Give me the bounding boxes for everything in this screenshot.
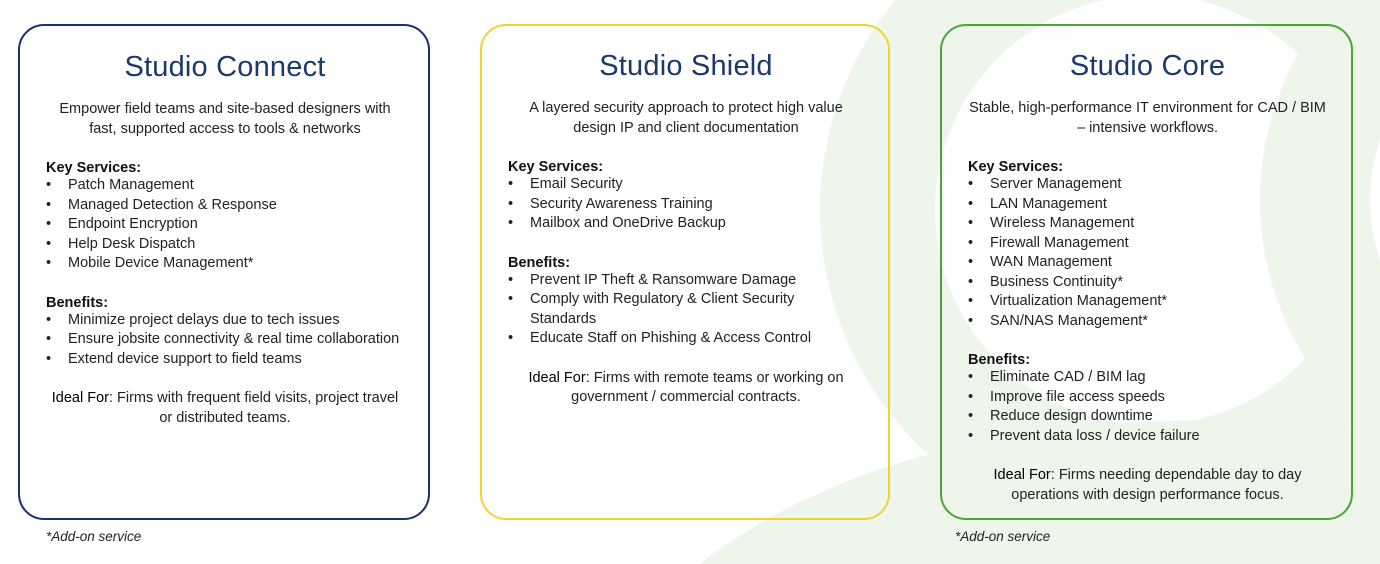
benefits-heading: Benefits: — [968, 352, 1031, 368]
list-item: • Managed Detection & Response — [46, 196, 404, 216]
bullet-icon: • — [508, 215, 514, 231]
bullet-icon: • — [46, 255, 52, 271]
key-services-list — [46, 176, 404, 274]
bullet-icon: • — [968, 369, 974, 385]
bullet-icon: • — [968, 215, 974, 231]
bullet-icon: • — [968, 312, 974, 329]
list-item: • Mobile Device Management* — [46, 254, 404, 274]
bullet-icon: • — [46, 311, 52, 328]
benefits-list — [968, 368, 1327, 446]
benefits-list — [46, 311, 404, 370]
list-item: • Endpoint Encryption — [46, 215, 404, 235]
bullet-icon: • — [46, 216, 52, 232]
list-item: • SAN/NAS Management* — [968, 312, 1327, 332]
bullet-icon: • — [508, 271, 514, 288]
list-item: • Ensure jobsite connectivity & real time collaboration — [46, 330, 404, 350]
card-title: Studio Core — [1069, 50, 1226, 82]
bullet-icon: • — [968, 254, 974, 270]
card-description: A layered security approach to protect high value design IP and client documentation — [529, 100, 843, 136]
list-item: • Server Management — [968, 175, 1327, 195]
list-item: • Virtualization Management* — [968, 292, 1327, 312]
bullet-icon: • — [968, 388, 974, 405]
bullet-icon: • — [968, 234, 974, 251]
key-services-heading: Key Services: — [46, 160, 142, 176]
ideal-for-text: Ideal For: Firms with remote teams or working on government / commercial contracts. — [528, 369, 844, 405]
benefits-heading: Benefits: — [46, 294, 109, 311]
list-item: • Educate Staff on Phishing & Access Control — [508, 329, 864, 349]
bullet-icon: • — [968, 176, 974, 192]
list-item: • Prevent IP Theft & Ransomware Damage — [508, 271, 864, 291]
list-item: • Reduce design downtime — [968, 407, 1327, 427]
list-item: • Help Desk Dispatch — [46, 235, 404, 255]
ideal-for-text: Ideal For: Firms needing dependable day to day operations with design performance focus. — [993, 467, 1302, 503]
ideal-for-label: Ideal For — [528, 369, 586, 386]
key-services-list — [508, 175, 864, 234]
bullet-icon: • — [968, 195, 974, 212]
bullet-icon: • — [46, 177, 52, 193]
list-item: • Mailbox and OneDrive Backup — [508, 214, 864, 234]
bullet-icon: • — [46, 350, 52, 367]
bullet-icon: • — [508, 176, 514, 192]
card-studio-connect — [18, 24, 430, 520]
key-services-list — [968, 175, 1327, 331]
list-item: • Business Continuity* — [968, 273, 1327, 293]
list-item: • Minimize project delays due to tech issues — [46, 311, 404, 331]
list-item: • WAN Management — [968, 253, 1327, 273]
bullet-icon: • — [968, 293, 974, 309]
bullet-icon: • — [968, 408, 974, 424]
bullet-icon: • — [508, 291, 514, 307]
list-item: • Email Security — [508, 175, 864, 195]
bullet-icon: • — [46, 331, 52, 347]
card-title: Studio Connect — [124, 51, 326, 83]
key-services-heading: Key Services: — [968, 159, 1064, 175]
ideal-for-label: Ideal For — [993, 467, 1051, 483]
list-item: • LAN Management — [968, 195, 1327, 215]
list-item: • Firewall Management — [968, 234, 1327, 254]
card-description: Empower field teams and site-based designers with fast, supported access to tools & networks — [59, 101, 391, 137]
card-title: Studio Shield — [599, 50, 773, 82]
add-on-footnote: *Add-on service — [955, 529, 1051, 544]
bullet-icon: • — [46, 196, 52, 213]
card-description: Stable, high-performance IT environment for CAD / BIM – intensive workflows. — [969, 100, 1326, 136]
list-item: • Patch Management — [46, 176, 404, 196]
bullet-icon: • — [968, 273, 974, 290]
list-item: • Comply with Regulatory & Client Security Standards — [508, 291, 795, 327]
bullet-icon: • — [508, 330, 514, 346]
list-item: • Eliminate CAD / BIM lag — [968, 368, 1327, 388]
list-item: • Wireless Management — [968, 214, 1327, 234]
list-item: • Extend device support to field teams — [46, 350, 404, 370]
key-services-heading: Key Services: — [508, 159, 604, 175]
card-studio-core — [940, 24, 1353, 520]
list-item: • Security Awareness Training — [508, 195, 864, 215]
bullet-icon: • — [46, 235, 52, 252]
bullet-icon: • — [508, 195, 514, 212]
ideal-for-text: Ideal For: Firms with frequent field visits, project travel or distributed teams. — [51, 390, 399, 426]
list-item: • Improve file access speeds — [968, 388, 1327, 408]
benefits-heading: Benefits: — [508, 254, 571, 271]
card-studio-shield — [480, 24, 890, 520]
benefits-list — [508, 271, 864, 349]
list-item: • Prevent data loss / device failure — [968, 427, 1327, 447]
bullet-icon: • — [968, 427, 974, 444]
add-on-footnote: *Add-on service — [46, 529, 142, 544]
ideal-for-label: Ideal For — [51, 390, 109, 406]
